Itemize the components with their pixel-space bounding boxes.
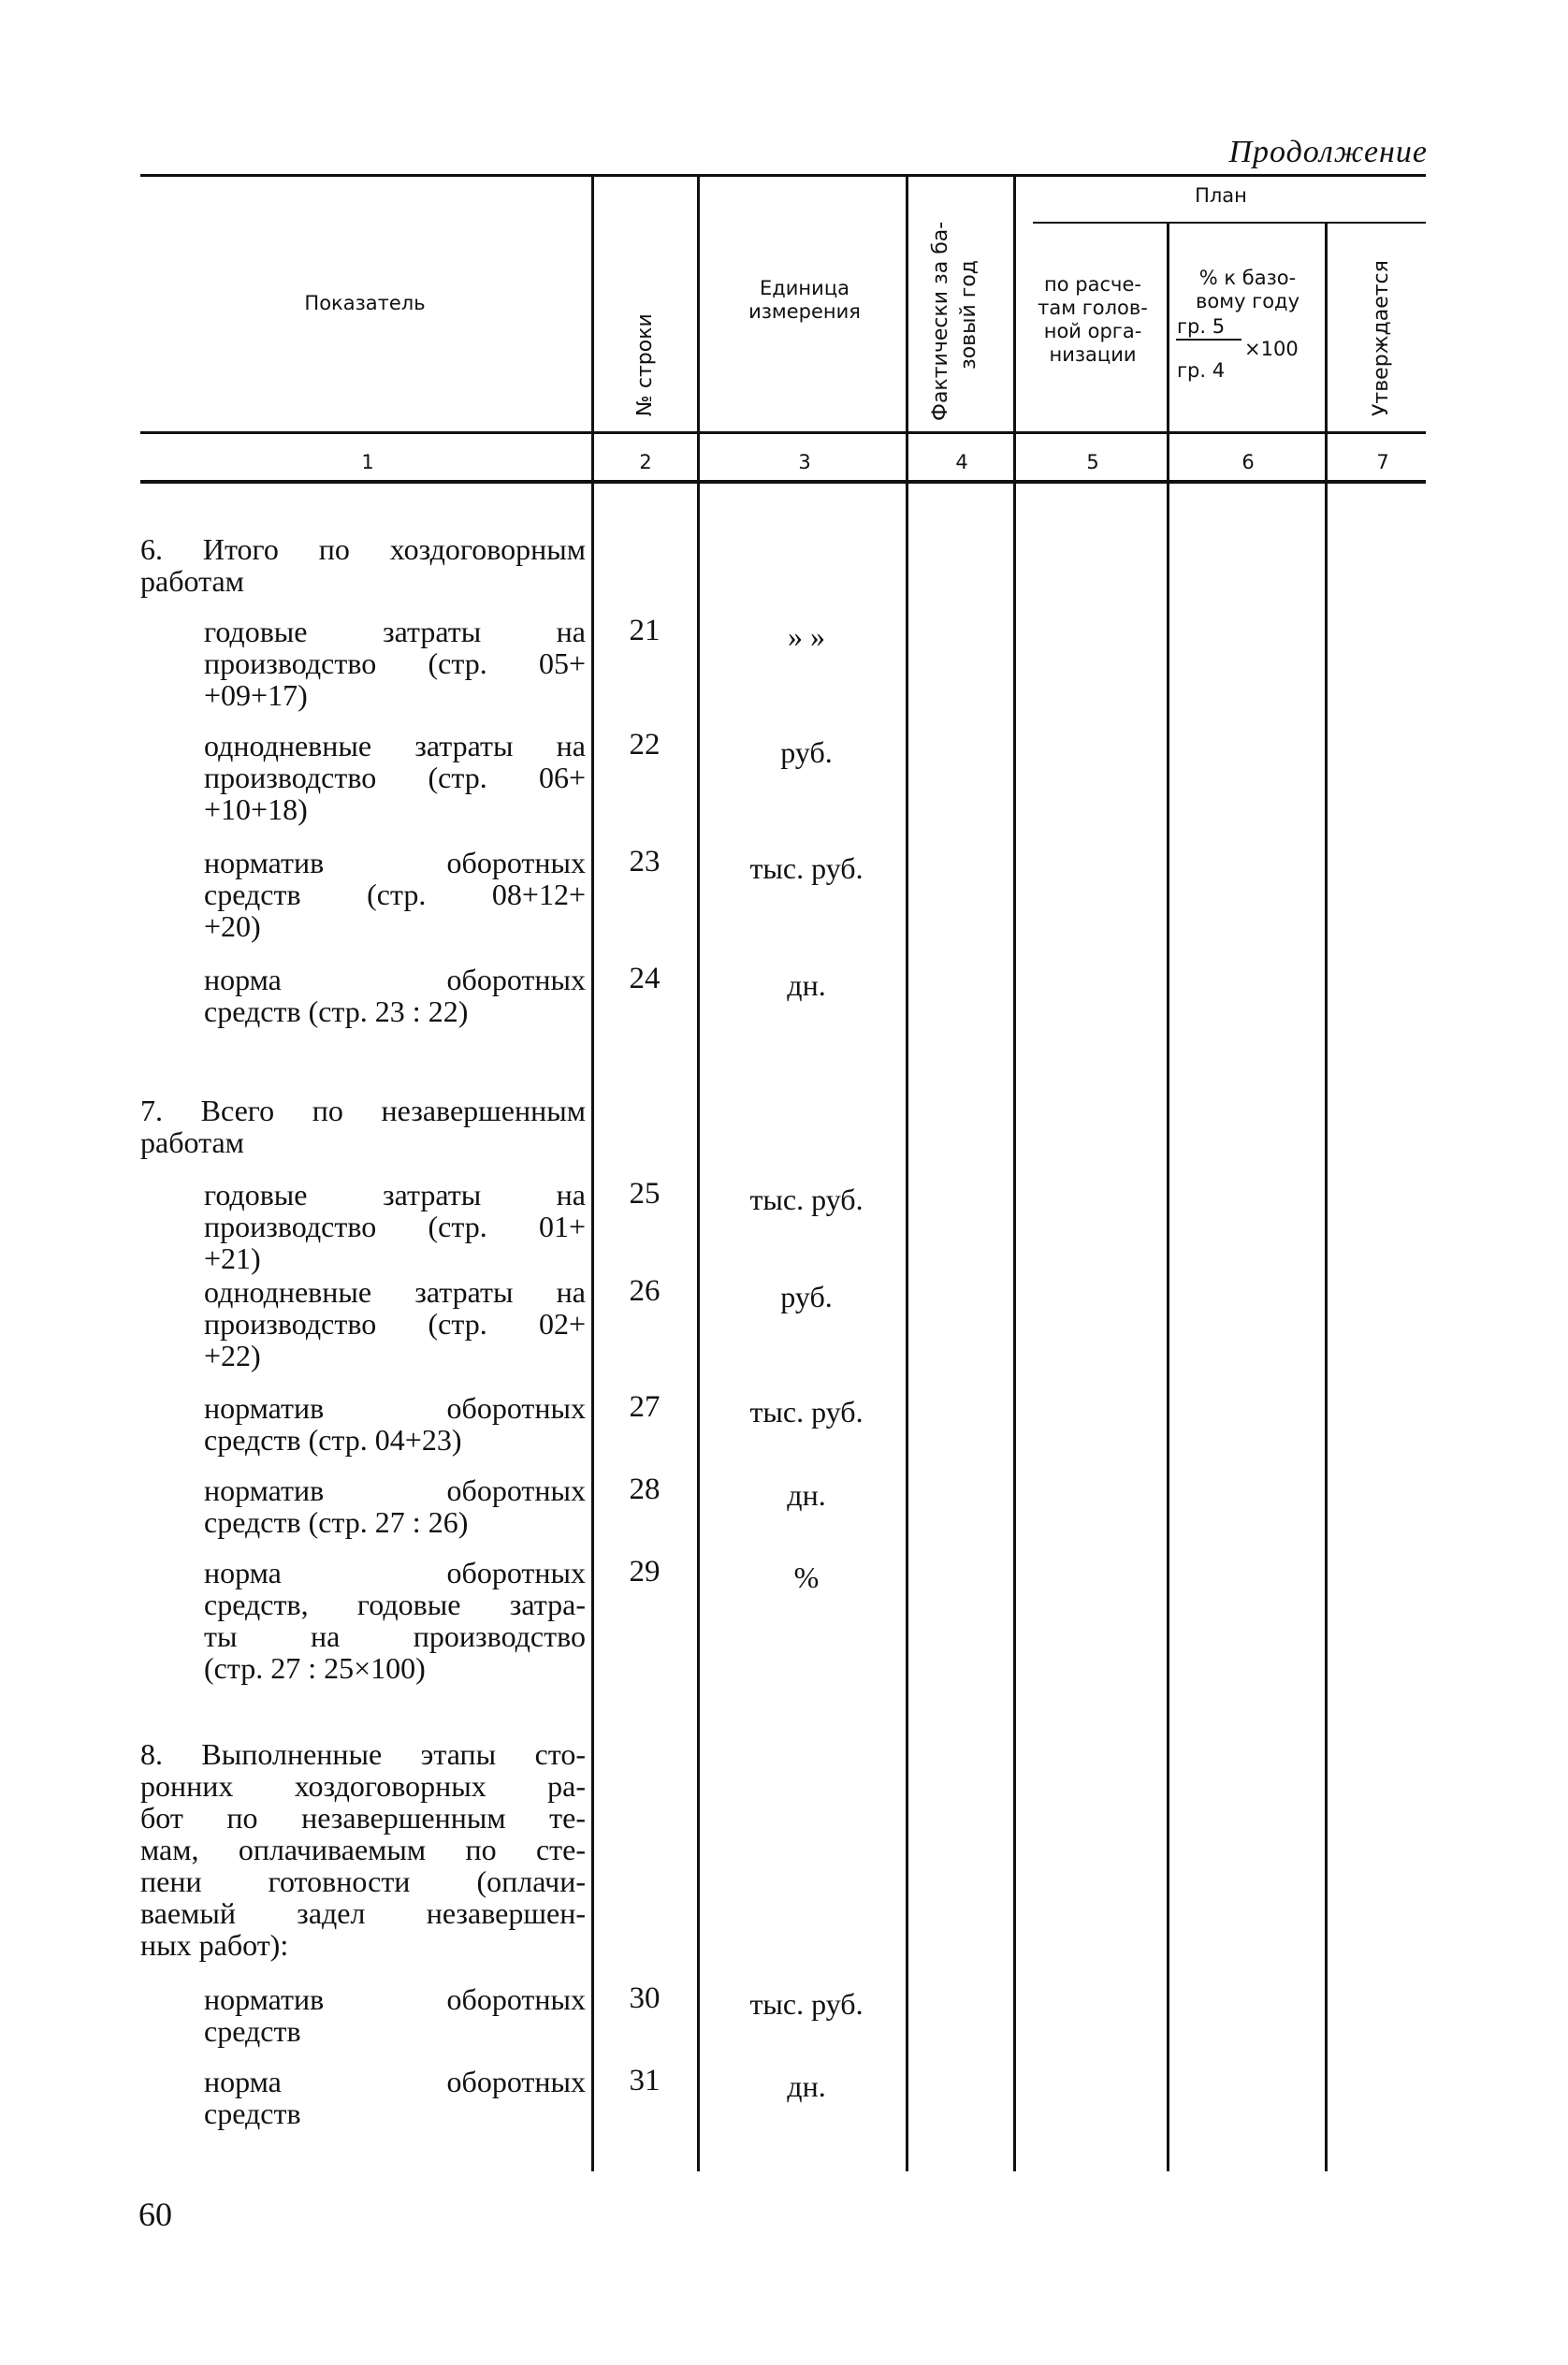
indicator-text-line: +20) [204,909,261,943]
column-number-5: 5 [1086,451,1099,473]
indicator-text-line: норматив оборотных [204,1473,586,1507]
col-divider-3 [906,177,908,2171]
indicator-text-line: годовые затраты на [204,1178,586,1212]
indicator-text-line: средств [204,2097,301,2130]
row-number: 21 [629,614,661,647]
column-number-4: 4 [955,451,968,473]
header-fraction-numerator: гр. 5 [1177,315,1226,338]
section-title-line: работам [140,1125,244,1159]
col-divider-4 [1013,177,1016,2171]
section-title-line: 8. Выполненные этапы сто- [140,1737,586,1771]
indicator-text-line: норма оборотных [204,2065,586,2098]
header-plan: План [1195,184,1247,207]
section-title-line: пени готовности (оплачи- [140,1864,586,1898]
indicator-text-line: +22) [204,1339,261,1372]
indicator-text-line: норма оборотных [204,963,586,996]
row-number: 25 [629,1177,661,1211]
indicator-text-line: +09+17) [204,678,308,712]
indicator-text-line: +10+18) [204,792,308,826]
header-percent-base: % к базо- вому году [1196,267,1299,312]
row-number: 24 [629,962,661,995]
header-indicator: Показатель [304,292,426,314]
section-title-line: 7. Всего по незавершенным [140,1094,586,1127]
section-title-line: мам, оплачиваемым по сте- [140,1833,586,1866]
row-number: 23 [629,845,661,878]
indicator-text-line: однодневные затраты на [204,729,586,762]
indicator-text-line: средств (стр. 04+23) [204,1423,462,1457]
header-fraction-multiplier: ×100 [1244,338,1299,360]
row-number: 31 [629,2064,661,2097]
unit-cell: тыс. руб. [749,1395,864,1429]
header-approved: Утверждается [1370,260,1393,416]
indicator-text-line: средств (стр. 08+12+ [204,878,586,911]
section-title-line: ных работ): [140,1928,289,1962]
plan-header-rule [1033,222,1426,224]
row-number: 28 [629,1473,661,1506]
unit-cell: руб. [780,1280,833,1313]
col-divider-2 [697,177,700,2171]
unit-cell: дн. [787,2069,826,2103]
indicator-text-line: ты на производство [204,1619,586,1653]
indicator-text-line: +21) [204,1241,261,1275]
header-row-number: № строки [633,313,657,416]
indicator-text-line: средств (стр. 27 : 26) [204,1505,469,1539]
column-number-1: 1 [361,451,374,473]
header-base-year-line1: Фактически за ба- [929,221,952,421]
indicator-text-line: (стр. 27 : 25×100) [204,1651,426,1685]
indicator-text-line: средств (стр. 23 : 22) [204,994,469,1028]
section-title-line: бот по незавершенным те- [140,1801,586,1835]
col-divider-5 [1167,224,1169,2171]
row-number: 27 [629,1390,661,1424]
unit-cell: дн. [787,968,826,1002]
indicator-text-line: норматив оборотных [204,1391,586,1425]
col-divider-6 [1325,224,1328,2171]
indicator-text-line: норматив оборотных [204,846,586,879]
indicator-text-line: средств [204,2014,301,2048]
header-bottom-rule [140,431,1426,434]
section-title-line: 6. Итого по хоздоговорным [140,532,586,566]
column-number-7: 7 [1376,451,1389,473]
header-fraction-denominator: гр. 4 [1177,359,1226,382]
column-number-3: 3 [798,451,811,473]
indicator-text-line: производство (стр. 05+ [204,646,586,680]
unit-cell: » » [788,619,825,653]
unit-cell: тыс. руб. [749,1182,864,1216]
indicator-text-line: однодневные затраты на [204,1275,586,1309]
continuation-label: Продолжение [1228,135,1428,169]
row-number: 26 [629,1274,661,1308]
section-title-line: ваемый задел незавершен- [140,1896,586,1930]
indicator-text-line: производство (стр. 06+ [204,761,586,794]
header-base-year-line2: зовый год [957,259,980,370]
header-unit: Единица измерения [748,277,861,323]
row-number: 22 [629,728,661,762]
row-number: 29 [629,1555,661,1589]
col-divider-1 [591,177,594,2171]
indicator-text-line: норма оборотных [204,1556,586,1589]
indicator-text-line: производство (стр. 02+ [204,1307,586,1341]
section-title-line: работам [140,564,244,598]
section-title-line: ронних хоздоговорных ра- [140,1769,586,1803]
page-number: 60 [138,2196,172,2233]
unit-cell: % [793,1560,820,1594]
header-fraction-bar [1176,339,1241,341]
unit-cell: тыс. руб. [749,851,864,885]
indicator-text-line: средств, годовые затра- [204,1588,586,1621]
unit-cell: дн. [787,1478,826,1512]
indicator-text-line: производство (стр. 01+ [204,1210,586,1243]
column-number-2: 2 [639,451,652,473]
indicator-text-line: годовые затраты на [204,615,586,648]
row-number: 30 [629,1981,661,2015]
unit-cell: руб. [780,735,833,769]
column-numbers-rule [140,480,1426,484]
table-top-rule [140,174,1426,177]
unit-cell: тыс. руб. [749,1987,864,2021]
column-number-6: 6 [1241,451,1255,473]
header-head-org: по расче- там голов- ной орга- низации [1038,273,1148,366]
indicator-text-line: норматив оборотных [204,1982,586,2016]
